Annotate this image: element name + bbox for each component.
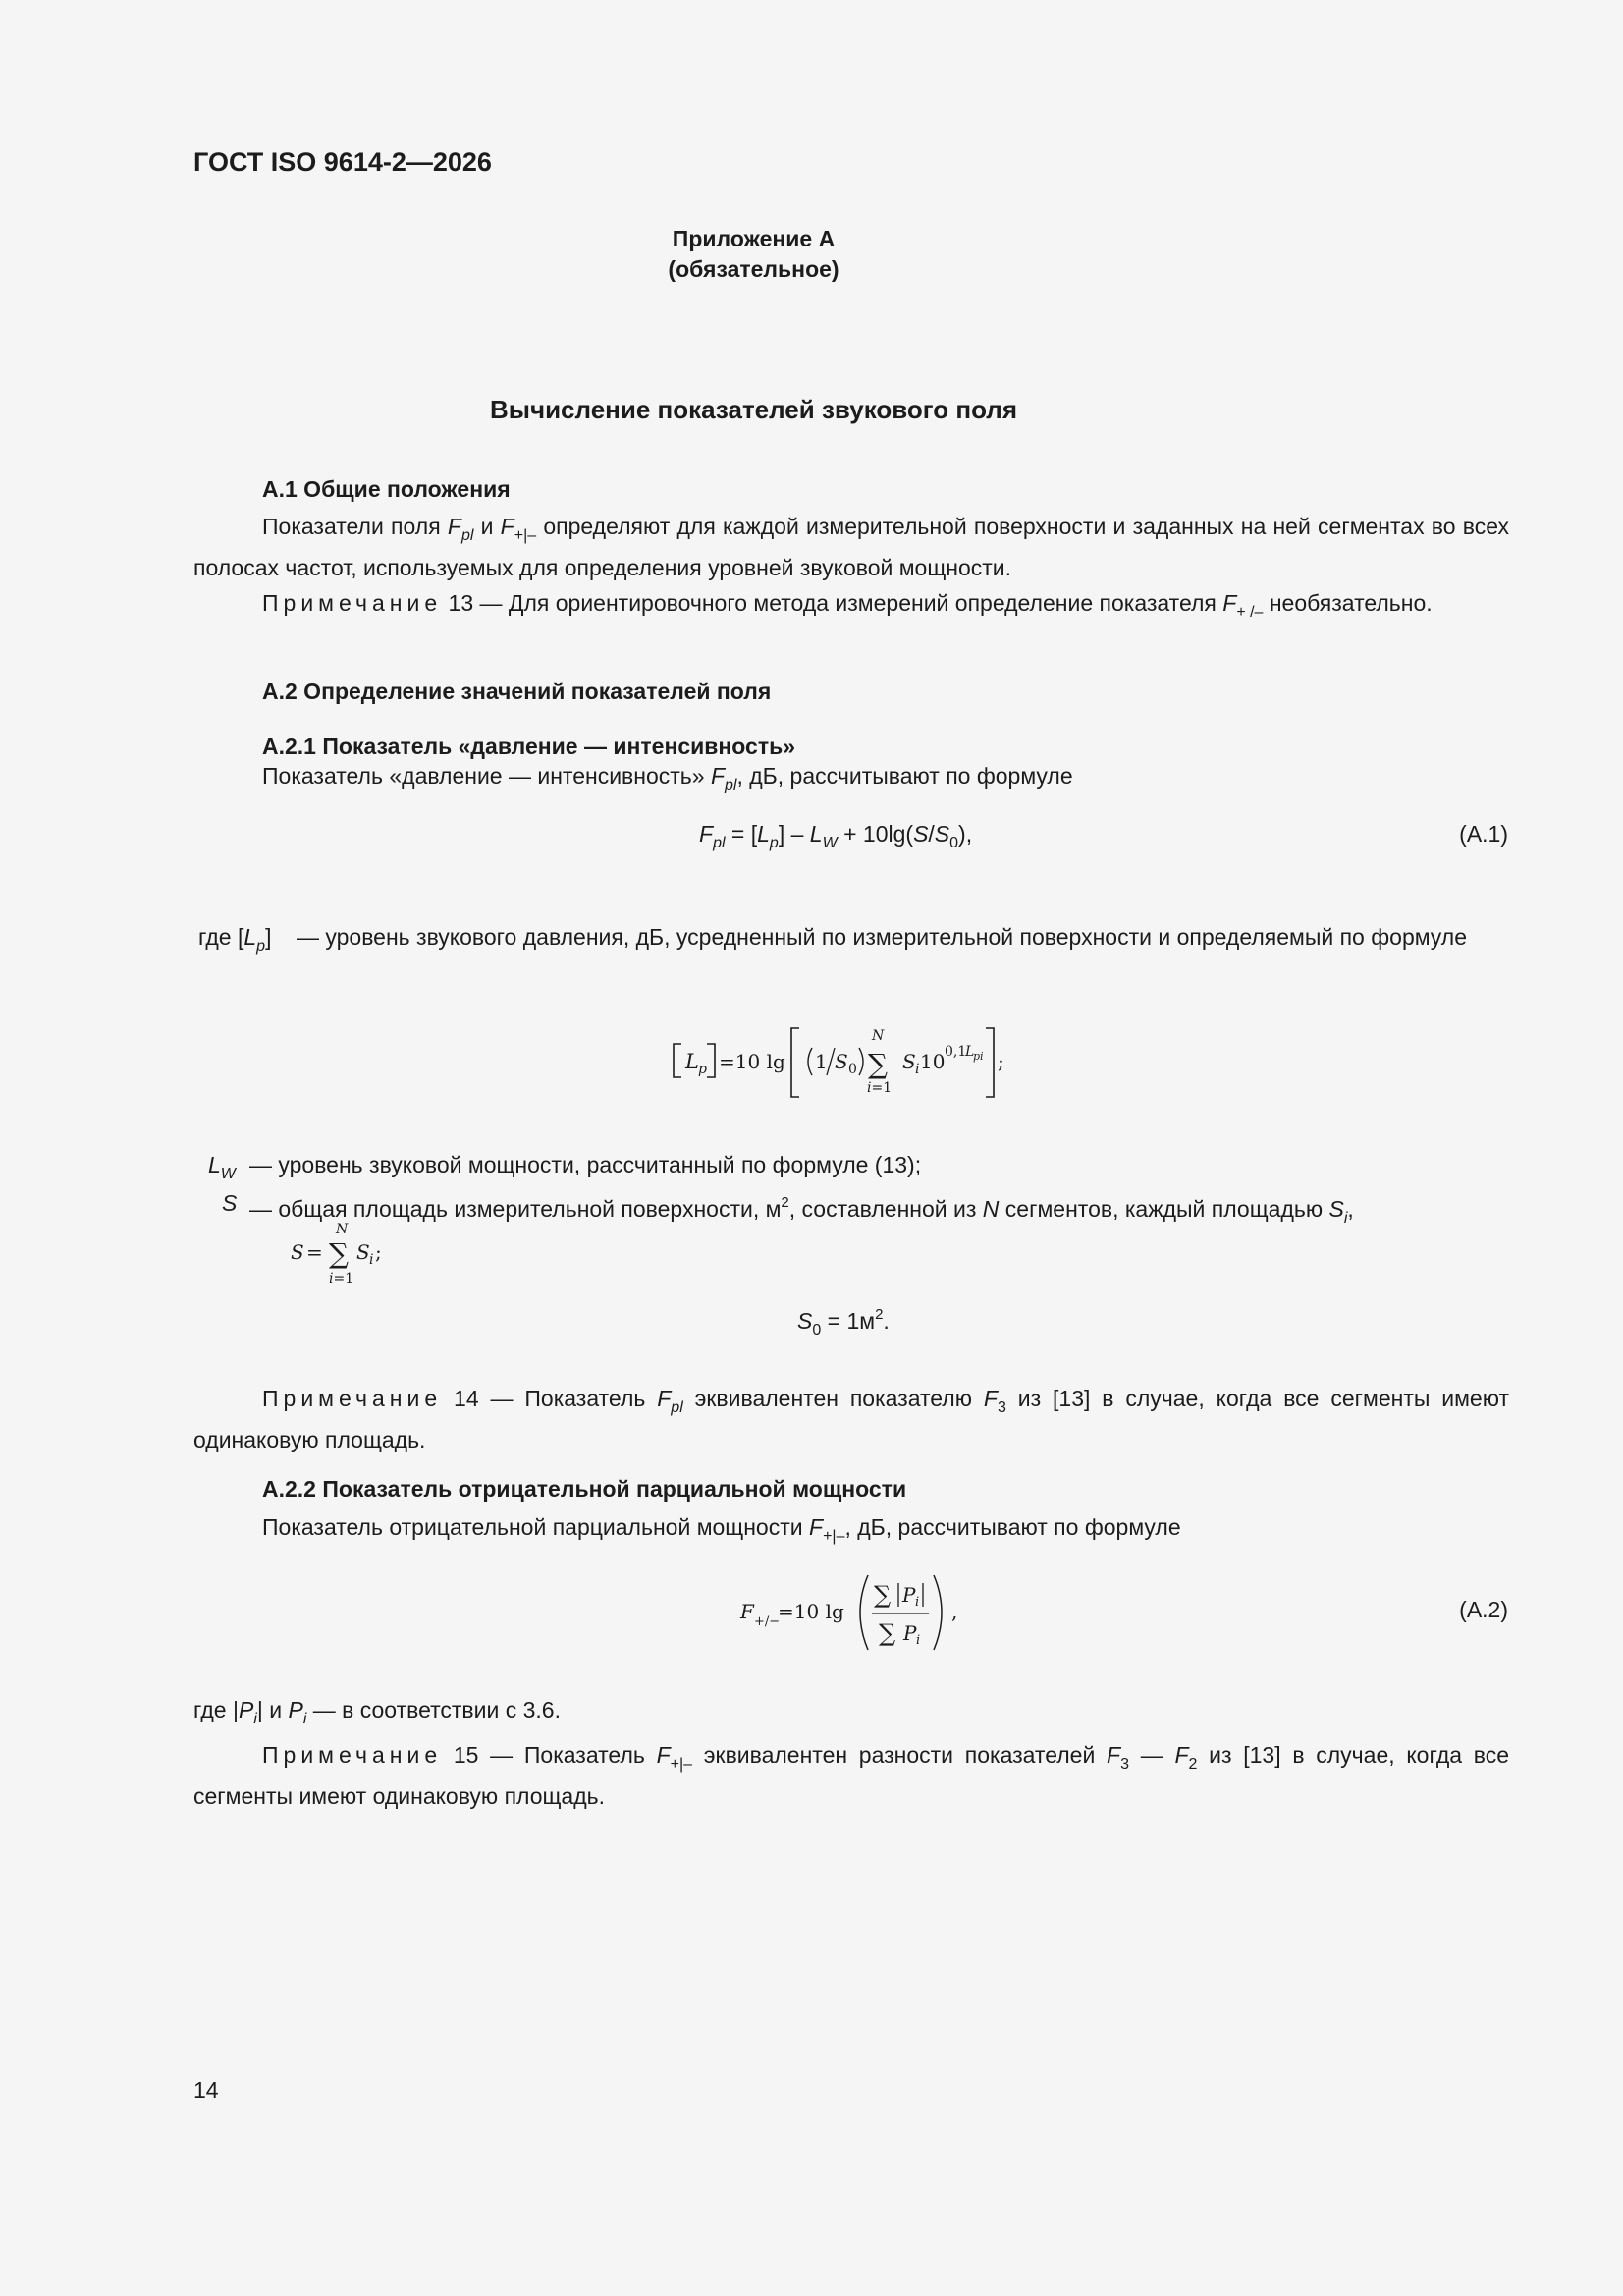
text: где |: [193, 1697, 239, 1722]
main-title: Вычисление показателей звукового поля: [490, 395, 1017, 424]
appendix-title: Приложение А: [672, 226, 836, 251]
svg-text:P: P: [902, 1583, 916, 1607]
section-a22-heading: А.2.2 Показатель отрицательной парциальной мощности: [262, 1476, 907, 1502]
where-pi-definition: где $|P_i|$ и $P_i$ — в соответствии с 3.6.: [193, 1697, 561, 1727]
note-label: Примечание: [262, 1742, 443, 1768]
lw-definition: — уровень звуковой мощности, рассчитанный по формуле (13);: [249, 1152, 922, 1177]
text: — в соответствии с 3.6.: [306, 1697, 561, 1722]
svg-text:F: F: [740, 1600, 754, 1623]
where-lp-label: где $[L_p]$: [198, 924, 272, 955]
section-a21-heading: А.2.1 Показатель «давление — интенсивность»: [262, 734, 796, 759]
svg-text:1: 1: [815, 1050, 828, 1073]
note-label: Примечание: [262, 590, 443, 616]
text: из [13] в случае, когда все сегменты имеют одинаковую площадь.: [193, 1742, 1510, 1809]
svg-text:;: ;: [375, 1240, 382, 1264]
svg-text:i=1: i=1: [867, 1080, 893, 1096]
text: Показатель отрицательной парциальной мощности: [262, 1514, 809, 1540]
svg-text:i: i: [916, 1633, 921, 1648]
text: = 1м: [821, 1308, 876, 1334]
s0-equation: $S_0 = 1м^2$.: [797, 1306, 890, 1339]
text: , дБ, рассчитывают по формуле: [844, 1514, 1181, 1540]
section-a2-heading: А.2 Определение значений показателей поля: [262, 679, 772, 704]
text: 14 — Показатель: [442, 1386, 658, 1411]
note-14: Примечание 14 — Показатель $F_{pl}$ эквивалентен показателю $F_3$ из [13] в случае, когда все сегменты имеют одинаковую площадь.: [193, 1386, 1510, 1452]
svg-text:=10 lg: =10 lg: [719, 1050, 785, 1073]
text: из [13] в случае, когда все сегменты имеют одинаковую площадь.: [193, 1386, 1510, 1452]
svg-text:S: S: [835, 1050, 848, 1073]
lp-formula: [668, 1016, 1021, 1100]
note-label: Примечание: [262, 1386, 443, 1411]
text: эквивалентен разности показателей: [692, 1742, 1108, 1768]
equation-a2-number: (А.2): [1459, 1597, 1508, 1622]
text: , составленной из: [788, 1196, 983, 1222]
svg-text:=: =: [306, 1240, 323, 1264]
svg-text:0,1: 0,1: [945, 1044, 967, 1060]
svg-text:S: S: [356, 1240, 370, 1264]
text: — общая площадь измерительной поверхности, м: [249, 1196, 782, 1222]
section-a22-paragraph: Показатель отрицательной парциальной мощности $F_{+|-}$, дБ, рассчитывают по формуле: [262, 1514, 1181, 1545]
svg-text:S: S: [902, 1050, 916, 1073]
text: и: [473, 514, 501, 539]
text: где: [198, 924, 238, 950]
lw-symbol: $L_W$: [208, 1152, 236, 1182]
svg-text:,: ,: [951, 1600, 958, 1623]
s-definition: — общая площадь измерительной поверхности, $м^2$, составленной из N сегментов, каждый площадью $S_i$,: [249, 1194, 1354, 1227]
text: сегментов, каждый площадью: [999, 1196, 1329, 1222]
document-id: ГОСТ ISO 9614-2—2026: [193, 147, 492, 177]
text: — уровень звукового давления, дБ, усредненный по измерительной поверхности и определяемый по формуле: [297, 924, 1468, 950]
svg-text:10: 10: [920, 1050, 946, 1073]
text: эквивалентен показателю: [682, 1386, 984, 1411]
svg-text:N: N: [872, 1028, 885, 1044]
svg-text:∑: ∑: [879, 1619, 896, 1647]
note-15: Примечание 15 — Показатель $F_{+|-}$ эквивалентен разности показателей $F_3$ — $F_2$ из [13] в случае, когда все сегменты имеют одинаковую площадь.: [193, 1742, 1510, 1809]
svg-text:∑: ∑: [874, 1581, 892, 1609]
s-symbol: S: [222, 1190, 238, 1216]
text: | и: [256, 1697, 289, 1722]
svg-text:∑: ∑: [329, 1237, 349, 1270]
svg-text:L: L: [685, 1050, 699, 1073]
svg-text:N: N: [336, 1222, 349, 1237]
section-a21-paragraph: Показатель «давление — интенсивность» $F_{pl}$, дБ, рассчитывают по формуле: [262, 763, 1073, 793]
svg-text:i: i: [915, 1062, 920, 1077]
svg-text:0: 0: [848, 1062, 857, 1077]
text: , дБ, рассчитывают по формуле: [736, 763, 1073, 789]
appendix-status: (обязательное): [668, 256, 839, 282]
svg-text:i=1: i=1: [329, 1271, 354, 1286]
s-sum-formula: [285, 1218, 403, 1292]
svg-text:S: S: [291, 1240, 304, 1264]
text: Показатели поля: [262, 514, 448, 539]
text: необязательно.: [1263, 590, 1433, 616]
svg-text:P: P: [903, 1621, 917, 1645]
lp-definition: [297, 921, 1507, 953]
text: 13 — Для ориентировочного метода измерений определение показателя: [442, 590, 1223, 616]
svg-text:p: p: [698, 1062, 707, 1077]
text: Показатель «давление — интенсивность»: [262, 763, 711, 789]
svg-text:;: ;: [998, 1050, 1004, 1073]
svg-text:=10 lg: =10 lg: [778, 1600, 844, 1623]
note-13: Примечание 13 — Для ориентировочного метода измерений определение показателя $F_{+ /-}$ необязательно.: [262, 590, 1433, 621]
svg-text:L: L: [965, 1044, 975, 1060]
section-a1-paragraph: Показатели поля $F_{pl}$ и $F_{+|-}$ определяют для каждой измерительной поверхности и заданных на ней сегментах во всех полосах частот, используемых для определения уровней звуковой мощности.: [193, 514, 1509, 580]
text: 15 — Показатель: [442, 1742, 657, 1768]
equation-a1: $F_{pl} = [L_p] - L_W + 10\lg(S/S_0)$,: [699, 821, 973, 851]
equation-a1-number: (А.1): [1459, 821, 1508, 847]
svg-text:i: i: [915, 1595, 920, 1610]
text: определяют для каждой измерительной поверхности и заданных на ней сегментах во всех полосах частот, используемых для определения уровней звуковой мощности.: [193, 514, 1509, 580]
page-number: 14: [193, 2077, 219, 2103]
section-a1-heading: А.1 Общие положения: [262, 476, 511, 502]
svg-text:∑: ∑: [868, 1048, 888, 1080]
svg-text:i: i: [369, 1252, 374, 1268]
equation-a2: [734, 1571, 980, 1654]
svg-text:+/−: +/−: [754, 1614, 781, 1629]
svg-text:pi: pi: [973, 1050, 984, 1063]
